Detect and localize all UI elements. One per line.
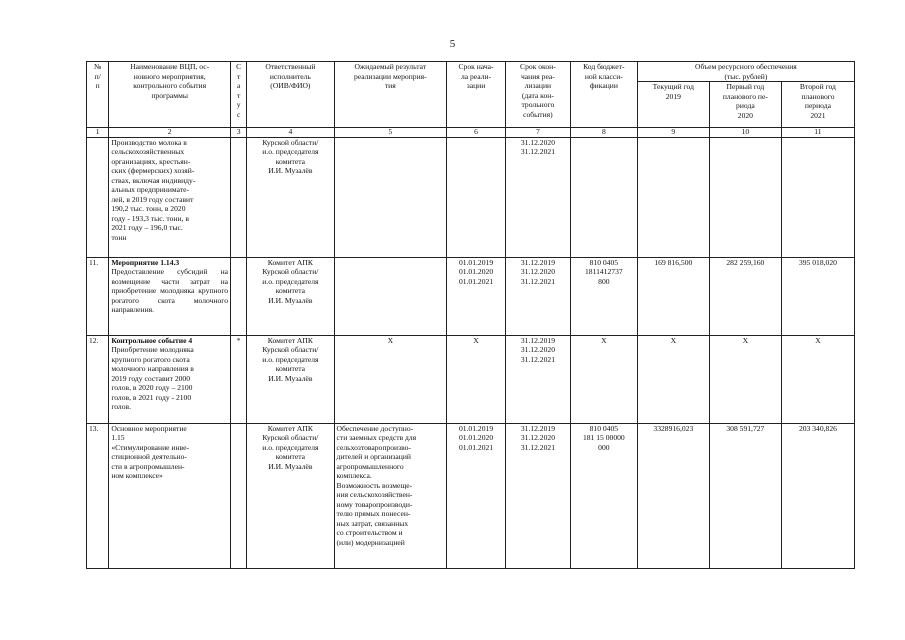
header-volume: Объем ресурсного обеспечения (тыс. рублей): [637, 62, 854, 82]
table-row: [87, 423, 855, 568]
row-text: Производство молока в сельскохозяйственных организациях, крестьян- ских (фермерских) хозяй- ствах, включая индивиду- альных предпринимате- лей, в 2019 году составит 190,2 тыс. тонн, в 2020 году - 193,3 тыс. тонн, в 2021 году – 196,0 тыс. тонн: [109, 137, 231, 257]
row-responsible: Комитет АПК Курской области/ и.о. председателя комитета И.И. Музалёв: [247, 335, 334, 423]
row-status: *: [231, 335, 247, 423]
row-responsible: Комитет АПК Курской области/ и.о. председателя комитета И.И. Музалёв: [247, 423, 334, 568]
col-number: 8: [570, 128, 637, 138]
header-result: Ожидаемый результат реализации мероприя- тия: [334, 62, 447, 128]
row-2019: 169 816,500: [637, 257, 709, 335]
page-number: 5: [449, 38, 456, 50]
row-end: 31.12.2019 31.12.2020 31.12.2021: [505, 423, 570, 568]
row-code: Х: [570, 335, 637, 423]
header-name: Наименование ВЦП, ос- новного мероприятия, контрольного события программы: [109, 62, 231, 128]
row-title: Контрольное событие 4: [111, 335, 193, 345]
row-num: 13.: [87, 423, 109, 568]
table-row: [87, 335, 855, 423]
header-status: С т а т у с: [231, 62, 247, 128]
header-num: № п/ п: [87, 62, 109, 128]
header-row: [87, 62, 855, 82]
row-end: 31.12.2019 31.12.2020 31.12.2021: [505, 335, 570, 423]
table-row: [87, 257, 855, 335]
row-2020: [709, 137, 781, 257]
row-2021: 203 340,826: [781, 423, 854, 568]
col-number: 11: [781, 128, 854, 138]
row-code: [570, 137, 637, 257]
header-start: Срок нача- ла реали- зации: [447, 62, 506, 128]
row-num: 11.: [87, 257, 109, 335]
row-responsible: Комитет АПК Курской области/ и.о. председателя комитета И.И. Музалёв: [247, 257, 334, 335]
row-start: [447, 137, 506, 257]
row-2019: 3328916,023: [637, 423, 709, 568]
program-table: [86, 61, 855, 569]
col-number: 1: [87, 128, 109, 138]
row-2019: Х: [637, 335, 709, 423]
row-end: 31.12.2019 31.12.2020 31.12.2021: [505, 257, 570, 335]
row-2020: 282 259,160: [709, 257, 781, 335]
row-status: [231, 137, 247, 257]
row-num: 12.: [87, 335, 109, 423]
row-result: [334, 257, 447, 335]
col-number: 3: [231, 128, 247, 138]
column-number-row: [87, 128, 855, 138]
row-result: [334, 137, 447, 257]
col-number: 2: [109, 128, 231, 138]
row-2019: [637, 137, 709, 257]
row-2020: Х: [709, 335, 781, 423]
row-text: Предоставление субсидий на возмещение части затрат на приобретение молодняка крупного рогатого скота молочного направления.: [111, 267, 229, 314]
header-code: Код бюджет- ной класси- фикации: [570, 62, 637, 128]
row-start: 01.01.2019 01.01.2020 01.01.2021: [447, 257, 506, 335]
row-result: Обеспечение доступно- сти заемных средств для сельхозтоваропроизво- дителей и организаций агропромышленного комплекса. Возможность возмеще- ния сельскохозяйствен- ному товаропроизводи- телю прямых понесен- ных затрат, связанных со строительством и (или) модернизацией: [334, 423, 447, 568]
col-number: 4: [247, 128, 334, 138]
row-code: 810 0405 181 15 00000 000: [570, 423, 637, 568]
row-start: Х: [447, 335, 506, 423]
header-2021: Второй год планового периода 2021: [781, 82, 854, 128]
row-result: Х: [334, 335, 447, 423]
row-num: [87, 137, 109, 257]
row-2021: 395 018,020: [781, 257, 854, 335]
row-name-cell: [109, 335, 231, 423]
row-responsible: Курской области/ и.о. председателя комитета И.И. Музалёв: [247, 137, 334, 257]
col-number: 6: [447, 128, 506, 138]
col-number: 10: [709, 128, 781, 138]
row-end: 31.12.2020 31.12.2021: [505, 137, 570, 257]
row-2021: Х: [781, 335, 854, 423]
table-row: [87, 137, 855, 257]
col-number: 9: [637, 128, 709, 138]
row-start: 01.01.2019 01.01.2020 01.01.2021: [447, 423, 506, 568]
row-name-cell: [109, 257, 231, 335]
row-2020: 308 591,727: [709, 423, 781, 568]
header-responsible: Ответственный исполнитель (ОИВ/ФИО): [247, 62, 334, 128]
row-code: 810 0405 1811412737 800: [570, 257, 637, 335]
header-2020: Первый год планового пе- риода 2020: [709, 82, 781, 128]
row-status: [231, 257, 247, 335]
row-2021: [781, 137, 854, 257]
header-end: Срок окон- чания реа- лизации (дата кон- трольного события): [505, 62, 570, 128]
header-2019: Текущий год 2019: [637, 82, 709, 128]
row-title: Основное мероприятие 1.15 «Стимулирование инве- стиционной деятельно- сти в агропромышлен- ном комплексе»: [109, 423, 231, 568]
row-text: Приобретение молодняка крупного рогатого скота молочного направления в 2019 году составит 2000 голов, в 2020 году – 2100 голов, в 2021 году - 2100 голов.: [111, 345, 194, 411]
row-title: Мероприятие 1.14.3: [111, 257, 180, 267]
col-number: 5: [334, 128, 447, 138]
row-status: [231, 423, 247, 568]
col-number: 7: [505, 128, 570, 138]
